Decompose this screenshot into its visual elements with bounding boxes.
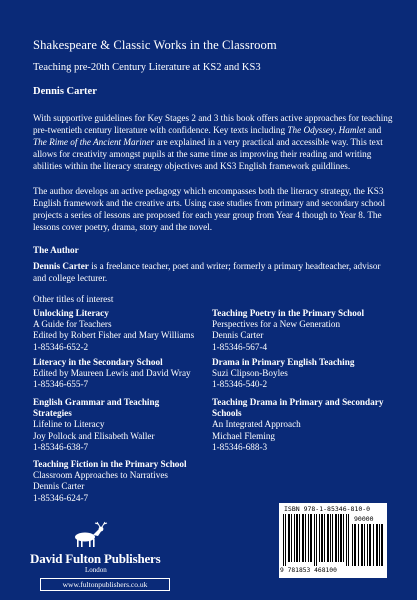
entry-line: Edited by Maureen Lewis and David Wray — [33, 368, 191, 379]
entry-line: Dennis Carter — [33, 481, 85, 492]
entry-title: Teaching Drama in Primary and Secondary Schools — [212, 397, 384, 419]
addon-barcode-icon — [352, 524, 384, 566]
entry-line: Michael Fleming — [212, 430, 276, 441]
entry-isbn: 1-85346-638-7 — [33, 441, 89, 452]
price-addon-code: 90000 — [354, 515, 374, 523]
entry-line: A Guide for Teachers — [33, 319, 112, 330]
entry-title: English Grammar and Teaching Strategies — [33, 397, 160, 419]
publisher-url[interactable]: www.fultonpublishers.co.uk — [40, 578, 170, 591]
about-author-heading: The Author — [33, 245, 79, 255]
entry-title: Literacy in the Secondary School — [33, 357, 163, 367]
book-author: Dennis Carter — [33, 86, 97, 97]
publisher-name: David Fulton Publishers — [30, 551, 161, 566]
entry-line: Classroom Approaches to Narratives — [33, 470, 168, 481]
publisher-city: London — [85, 566, 107, 574]
entry-title: Teaching Poetry in the Primary School — [212, 308, 365, 318]
title-entry — [212, 308, 392, 353]
entry-isbn: 1-85346-655-7 — [33, 379, 89, 390]
entry-title: Drama in Primary English Teaching — [212, 357, 355, 367]
entry-title: Unlocking Literacy — [33, 308, 109, 318]
key-text-hamlet: Hamlet — [338, 125, 366, 135]
entry-isbn: 1-85346-624-7 — [33, 492, 89, 503]
entry-line: Joy Pollock and Elisabeth Waller — [33, 430, 155, 441]
entry-line: Lifeline to Literacy — [33, 419, 105, 430]
other-titles-heading: Other titles of interest — [33, 294, 114, 304]
barcode-digits: 9 781853 468100 — [280, 567, 337, 574]
entry-isbn: 1-85346-652-2 — [33, 341, 89, 352]
title-entry — [212, 357, 392, 391]
about-author-body — [33, 260, 395, 284]
description-text: and — [365, 125, 382, 135]
title-entry — [33, 308, 198, 353]
title-entry — [33, 459, 198, 504]
entry-line: Perspectives for a New Generation — [212, 319, 341, 330]
author-bio: is a freelance teacher, poet and writer; formerly a primary headteacher, advisor and college lecturer. — [33, 261, 381, 283]
book-title: Shakespeare & Classic Works in the Classroom — [33, 38, 277, 52]
description-text: , — [334, 125, 339, 135]
isbn-label: ISBN 978-1-85346-810-0 — [284, 505, 371, 513]
entry-line: Edited by Robert Fisher and Mary Williams — [33, 330, 195, 341]
entry-isbn: 1-85346-688-3 — [212, 441, 268, 452]
book-subtitle: Teaching pre-20th Century Literature at KS2 and KS3 — [33, 62, 261, 73]
description-paragraph-2: The author develops an active pedagogy which encompasses both the literacy strategy, the KS3 English framework and the creative arts. Using case studies from primary and secondary school projects a series of lessons are proposed for each year group from Year 4 though to Year 8. The lessons cover poetry, drama, story and the novel. — [33, 186, 386, 232]
barcode-icon — [282, 514, 352, 566]
title-entry — [33, 397, 198, 453]
author-name: Dennis Carter — [33, 261, 89, 271]
entry-line: Suzi Clipson-Boyles — [212, 368, 288, 379]
key-text-rime: The Rime of the Ancient Mariner — [33, 137, 155, 147]
entry-isbn: 1-85346-540-2 — [212, 379, 268, 390]
entry-line: An Integrated Approach — [212, 419, 301, 430]
key-text-odyssey: The Odyssey — [287, 125, 335, 135]
entry-title: Teaching Fiction in the Primary School — [33, 459, 187, 469]
deer-logo-icon — [63, 520, 111, 548]
description-paragraph-1 — [33, 112, 395, 172]
entry-isbn: 1-85346-567-4 — [212, 341, 268, 352]
entry-line: Dennis Carter — [212, 330, 264, 341]
description-text: With supportive guidelines for Key Stages 2 and 3 this book offers active approaches for teaching pre-twentieth century literature with confidence. Key texts including — [33, 113, 393, 135]
description-text: are explained in a very practical and accessible way. This text allows for creativity amongst pupils at the same time as improving their reading and writing abilities within the literacy strategy objectives and KS3 English framework guildlines. — [33, 137, 383, 171]
title-entry — [212, 397, 392, 453]
title-entry — [33, 357, 198, 391]
